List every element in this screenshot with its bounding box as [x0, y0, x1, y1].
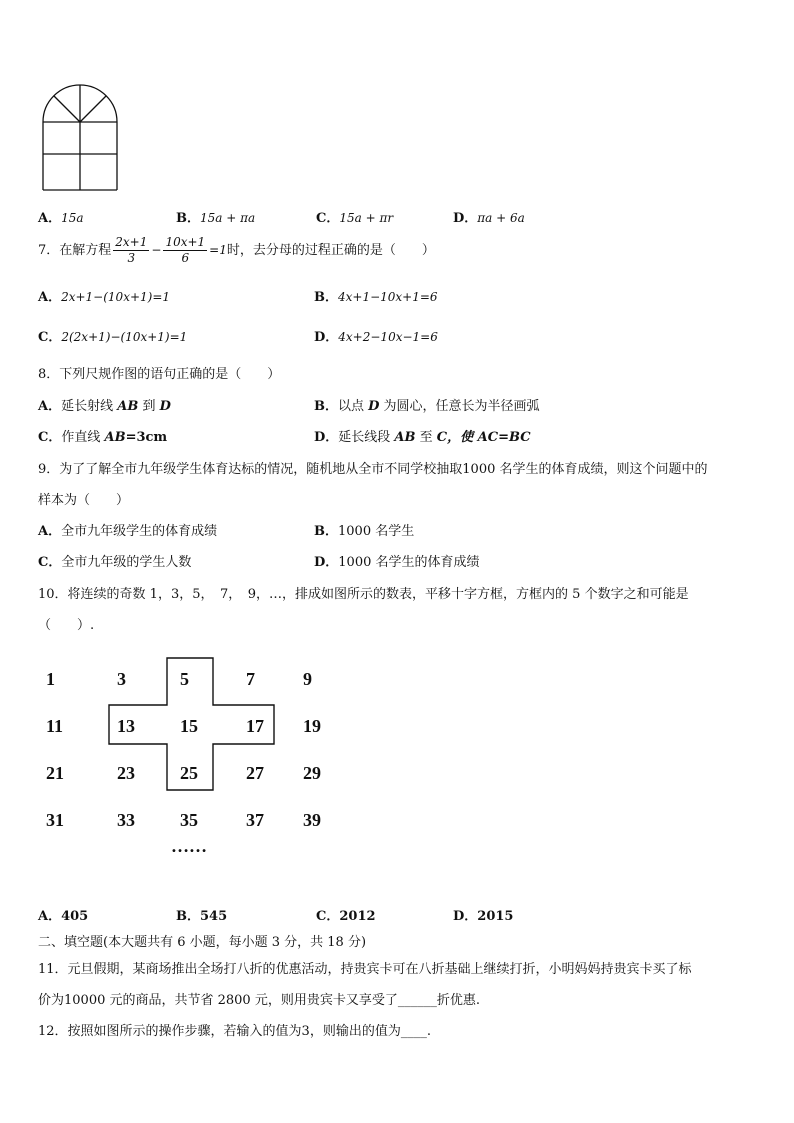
- q10-option-a: [38, 905, 88, 924]
- option-label: B．: [314, 290, 338, 305]
- q10-option-c: [316, 905, 376, 924]
- option-text: 延长线段: [338, 430, 395, 445]
- section-heading: 二、填空题(本大题共有 6 小题，每小题 3 分，共 18 分): [38, 935, 367, 950]
- q10-option-b: [176, 905, 227, 924]
- option-value: πa + 6a: [477, 211, 525, 225]
- option-text: 以点: [338, 399, 369, 414]
- option-italic: C: [436, 430, 448, 445]
- option-text: ，使 AC=BC: [447, 430, 531, 445]
- q7-prefix: 7．在解方程: [38, 243, 112, 258]
- table-cell: 1: [46, 669, 55, 689]
- option-label: D．: [453, 909, 478, 924]
- table-cell: 33: [117, 810, 135, 830]
- fraction-denominator: 6: [181, 251, 190, 265]
- table-cell: 39: [303, 810, 321, 830]
- option-value: 2015: [477, 909, 514, 924]
- q12-line1: 12．按照如图所示的操作步骤，若输入的值为3，则输出的值为____.: [38, 1024, 431, 1039]
- option-label: D．: [314, 555, 339, 570]
- option-value: 1000 名学生的体育成绩: [338, 555, 480, 570]
- option-italic: D: [368, 399, 380, 414]
- q9-stem-line2: 样本为（ ）: [38, 493, 130, 508]
- option-label: B．: [314, 524, 338, 539]
- option-label: D．: [314, 330, 339, 345]
- option-label: B．: [176, 211, 200, 226]
- option-label: B．: [176, 909, 200, 924]
- option-value: 4x+1−10x+1=6: [338, 290, 438, 304]
- option-text: 延长射线: [61, 399, 118, 414]
- option-label: A．: [38, 290, 62, 305]
- option-value: 405: [61, 909, 89, 924]
- fraction-numerator: 2x+1: [115, 235, 148, 249]
- option-italic: AB: [117, 399, 139, 414]
- option-text: 到: [138, 399, 160, 414]
- table-cell: 29: [303, 763, 321, 783]
- table-cell: 25: [180, 763, 198, 783]
- table-ellipsis: ……: [171, 836, 207, 856]
- table-cell: 21: [46, 763, 64, 783]
- option-value: 1000 名学生: [338, 524, 415, 539]
- q10-stem-line1: 10．将连续的奇数 1，3，5， 7， 9，…，排成如图所示的数表，平移十字方框，方框内的 5 个数字之和可能是: [38, 587, 689, 602]
- table-cell: 13: [117, 716, 135, 736]
- option-value: 2x+1−(10x+1)=1: [61, 290, 171, 304]
- option-label: C．: [316, 909, 340, 924]
- option-label: C．: [38, 430, 62, 445]
- option-value: 2012: [339, 909, 376, 924]
- option-label: B．: [314, 399, 338, 414]
- option-label: C．: [38, 330, 62, 345]
- option-value: 15a + πr: [339, 211, 394, 225]
- q8-stem: 8．下列尺规作图的语句正确的是（ ）: [38, 367, 281, 382]
- option-value: 15a: [61, 211, 84, 225]
- q9-stem-line1: 9．为了了解全市九年级学生体育达标的情况，随机地从全市不同学校抽取1000 名学生的体育成绩，则这个问题中的: [38, 462, 708, 477]
- option-text: 为圆心，任意长为半径画弧: [379, 399, 540, 414]
- table-cell: 17: [246, 716, 264, 736]
- option-label: D．: [314, 430, 339, 445]
- option-label: C．: [38, 555, 62, 570]
- option-value: 15a + πa: [200, 211, 256, 225]
- option-value: 2(2x+1)−(10x+1)=1: [61, 330, 188, 344]
- option-label: A．: [38, 909, 62, 924]
- option-italic: D: [159, 399, 171, 414]
- table-cell: 15: [180, 716, 198, 736]
- table-cell: 7: [246, 669, 255, 689]
- table-cell: 37: [246, 810, 264, 830]
- table-cell: 3: [117, 669, 126, 689]
- table-cell: 35: [180, 810, 198, 830]
- option-italic: AB: [104, 430, 126, 445]
- table-cell: 27: [246, 763, 264, 783]
- option-text: 作直线: [61, 430, 105, 445]
- option-label: D．: [453, 211, 478, 226]
- q7-suffix: 时，去分母的过程正确的是（ ）: [226, 243, 435, 258]
- equals-one: =1: [209, 243, 227, 257]
- q11-line1: 11．元旦假期，某商场推出全场打八折的优惠活动，持贵宾卡可在八折基础上继续打折，小明妈妈持贵宾卡买了标: [38, 962, 692, 977]
- option-label: A．: [38, 211, 62, 226]
- table-cell: 31: [46, 810, 64, 830]
- q10-stem-line2: （ ）.: [38, 618, 95, 633]
- option-value: 4x+2−10x−1=6: [338, 330, 438, 344]
- table-cell: 11: [46, 716, 64, 736]
- q10-option-d: [453, 905, 513, 924]
- option-label: A．: [38, 524, 62, 539]
- option-label: C．: [316, 211, 340, 226]
- option-label: A．: [38, 399, 62, 414]
- fraction-denominator: 3: [127, 251, 136, 265]
- option-value: 545: [200, 909, 228, 924]
- option-text: 至: [415, 430, 437, 445]
- fraction-numerator: 10x+1: [165, 235, 206, 249]
- minus-sign: −: [151, 243, 162, 257]
- q11-line2: 价为10000 元的商品，共节省 2800 元，则用贵宾卡又享受了______折优惠.: [38, 993, 480, 1008]
- table-cell: 23: [117, 763, 135, 783]
- table-cell: 19: [303, 716, 321, 736]
- table-cell: 9: [303, 669, 312, 689]
- option-value: 全市九年级的学生人数: [61, 555, 192, 570]
- option-text: =3cm: [125, 430, 168, 445]
- option-value: 全市九年级学生的体育成绩: [61, 524, 218, 539]
- option-italic: AB: [394, 430, 416, 445]
- table-cell: 5: [180, 669, 189, 689]
